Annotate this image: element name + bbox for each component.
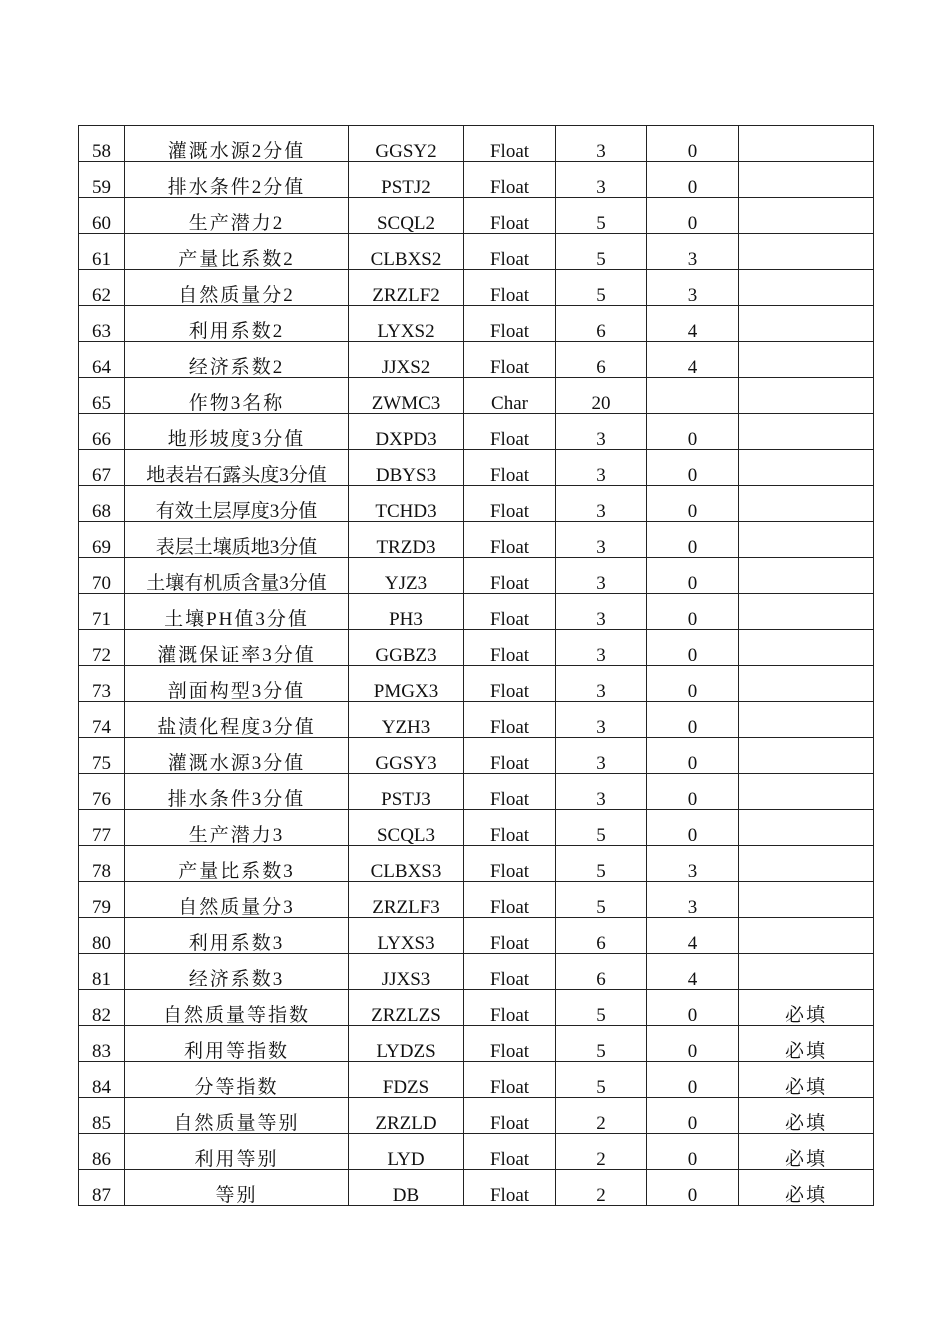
field-length-cell: 5 bbox=[556, 882, 647, 918]
field-decimal-cell: 0 bbox=[647, 1098, 739, 1134]
row-number-cell: 85 bbox=[79, 1098, 125, 1134]
field-code-cell: GGSY3 bbox=[349, 738, 464, 774]
row-number-cell: 71 bbox=[79, 594, 125, 630]
field-name-cell: 土壤PH值3分值 bbox=[125, 594, 349, 630]
field-decimal-cell: 0 bbox=[647, 126, 739, 162]
field-name-cell: 经济系数3 bbox=[125, 954, 349, 990]
field-type-cell: Float bbox=[464, 990, 556, 1026]
field-name-cell: 地表岩石露头度3分值 bbox=[125, 450, 349, 486]
row-number-cell: 86 bbox=[79, 1134, 125, 1170]
field-type-cell: Float bbox=[464, 558, 556, 594]
field-name-cell: 利用系数3 bbox=[125, 918, 349, 954]
field-code-cell: GGSY2 bbox=[349, 126, 464, 162]
field-type-cell: Float bbox=[464, 774, 556, 810]
field-code-cell: FDZS bbox=[349, 1062, 464, 1098]
row-number-cell: 63 bbox=[79, 306, 125, 342]
field-name-cell: 产量比系数3 bbox=[125, 846, 349, 882]
field-decimal-cell: 3 bbox=[647, 846, 739, 882]
field-decimal-cell: 0 bbox=[647, 450, 739, 486]
field-note-cell bbox=[739, 594, 874, 630]
field-decimal-cell: 0 bbox=[647, 630, 739, 666]
field-code-cell: SCQL3 bbox=[349, 810, 464, 846]
table-row bbox=[79, 1170, 874, 1206]
field-note-cell bbox=[739, 846, 874, 882]
table-row bbox=[79, 198, 874, 234]
field-code-cell: CLBXS2 bbox=[349, 234, 464, 270]
table-body bbox=[79, 126, 874, 1206]
table-row bbox=[79, 918, 874, 954]
field-note-cell bbox=[739, 198, 874, 234]
field-decimal-cell: 0 bbox=[647, 522, 739, 558]
field-code-cell: DXPD3 bbox=[349, 414, 464, 450]
field-note-cell bbox=[739, 450, 874, 486]
field-type-cell: Float bbox=[464, 810, 556, 846]
field-code-cell: ZRZLF3 bbox=[349, 882, 464, 918]
table-row bbox=[79, 954, 874, 990]
field-type-cell: Float bbox=[464, 882, 556, 918]
field-type-cell: Float bbox=[464, 450, 556, 486]
field-decimal-cell: 0 bbox=[647, 702, 739, 738]
row-number-cell: 75 bbox=[79, 738, 125, 774]
table-row bbox=[79, 162, 874, 198]
field-length-cell: 2 bbox=[556, 1170, 647, 1206]
field-decimal-cell: 0 bbox=[647, 198, 739, 234]
field-type-cell: Float bbox=[464, 1026, 556, 1062]
field-code-cell: ZRZLD bbox=[349, 1098, 464, 1134]
field-type-cell: Float bbox=[464, 666, 556, 702]
field-name-cell: 地形坡度3分值 bbox=[125, 414, 349, 450]
field-type-cell: Float bbox=[464, 270, 556, 306]
field-code-cell: YZH3 bbox=[349, 702, 464, 738]
field-name-cell: 有效土层厚度3分值 bbox=[125, 486, 349, 522]
field-type-cell: Char bbox=[464, 378, 556, 414]
table-row bbox=[79, 270, 874, 306]
field-length-cell: 3 bbox=[556, 558, 647, 594]
field-note-cell bbox=[739, 558, 874, 594]
table-row bbox=[79, 486, 874, 522]
field-note-cell bbox=[739, 234, 874, 270]
field-code-cell: ZWMC3 bbox=[349, 378, 464, 414]
field-length-cell: 6 bbox=[556, 306, 647, 342]
field-decimal-cell: 4 bbox=[647, 342, 739, 378]
field-type-cell: Float bbox=[464, 630, 556, 666]
field-name-cell: 生产潜力3 bbox=[125, 810, 349, 846]
field-note-cell bbox=[739, 918, 874, 954]
field-note-cell: 必填 bbox=[739, 1170, 874, 1206]
field-decimal-cell: 3 bbox=[647, 882, 739, 918]
field-type-cell: Float bbox=[464, 342, 556, 378]
field-length-cell: 3 bbox=[556, 414, 647, 450]
field-type-cell: Float bbox=[464, 234, 556, 270]
table-row bbox=[79, 1098, 874, 1134]
field-length-cell: 5 bbox=[556, 1062, 647, 1098]
field-decimal-cell: 4 bbox=[647, 918, 739, 954]
row-number-cell: 87 bbox=[79, 1170, 125, 1206]
field-note-cell bbox=[739, 126, 874, 162]
field-type-cell: Float bbox=[464, 486, 556, 522]
field-name-cell: 表层土壤质地3分值 bbox=[125, 522, 349, 558]
field-note-cell: 必填 bbox=[739, 1062, 874, 1098]
table-row bbox=[79, 522, 874, 558]
field-decimal-cell: 0 bbox=[647, 666, 739, 702]
table-row bbox=[79, 810, 874, 846]
field-name-cell: 利用等指数 bbox=[125, 1026, 349, 1062]
row-number-cell: 81 bbox=[79, 954, 125, 990]
row-number-cell: 69 bbox=[79, 522, 125, 558]
field-length-cell: 2 bbox=[556, 1134, 647, 1170]
field-decimal-cell: 4 bbox=[647, 306, 739, 342]
field-name-cell: 作物3名称 bbox=[125, 378, 349, 414]
field-length-cell: 6 bbox=[556, 918, 647, 954]
table-row bbox=[79, 702, 874, 738]
field-name-cell: 排水条件3分值 bbox=[125, 774, 349, 810]
table-row bbox=[79, 414, 874, 450]
field-definition-table bbox=[78, 125, 874, 1206]
field-code-cell: PSTJ3 bbox=[349, 774, 464, 810]
field-name-cell: 灌溉水源2分值 bbox=[125, 126, 349, 162]
field-code-cell: ZRZLF2 bbox=[349, 270, 464, 306]
field-decimal-cell: 3 bbox=[647, 270, 739, 306]
field-note-cell bbox=[739, 342, 874, 378]
field-code-cell: LYD bbox=[349, 1134, 464, 1170]
field-note-cell bbox=[739, 486, 874, 522]
field-length-cell: 6 bbox=[556, 342, 647, 378]
field-length-cell: 5 bbox=[556, 810, 647, 846]
field-length-cell: 5 bbox=[556, 846, 647, 882]
row-number-cell: 77 bbox=[79, 810, 125, 846]
field-decimal-cell: 0 bbox=[647, 738, 739, 774]
table-row bbox=[79, 342, 874, 378]
field-length-cell: 5 bbox=[556, 990, 647, 1026]
row-number-cell: 73 bbox=[79, 666, 125, 702]
field-note-cell bbox=[739, 522, 874, 558]
field-name-cell: 自然质量等指数 bbox=[125, 990, 349, 1026]
row-number-cell: 68 bbox=[79, 486, 125, 522]
table-row bbox=[79, 630, 874, 666]
field-code-cell: TCHD3 bbox=[349, 486, 464, 522]
table-row bbox=[79, 666, 874, 702]
field-length-cell: 20 bbox=[556, 378, 647, 414]
field-note-cell bbox=[739, 666, 874, 702]
field-type-cell: Float bbox=[464, 846, 556, 882]
row-number-cell: 64 bbox=[79, 342, 125, 378]
field-type-cell: Float bbox=[464, 162, 556, 198]
row-number-cell: 76 bbox=[79, 774, 125, 810]
table-row bbox=[79, 450, 874, 486]
field-name-cell: 排水条件2分值 bbox=[125, 162, 349, 198]
field-decimal-cell: 0 bbox=[647, 1026, 739, 1062]
table-row bbox=[79, 1134, 874, 1170]
field-name-cell: 剖面构型3分值 bbox=[125, 666, 349, 702]
field-note-cell: 必填 bbox=[739, 1098, 874, 1134]
field-length-cell: 3 bbox=[556, 702, 647, 738]
row-number-cell: 80 bbox=[79, 918, 125, 954]
row-number-cell: 59 bbox=[79, 162, 125, 198]
field-code-cell: PSTJ2 bbox=[349, 162, 464, 198]
field-note-cell bbox=[739, 630, 874, 666]
field-decimal-cell bbox=[647, 378, 739, 414]
field-type-cell: Float bbox=[464, 702, 556, 738]
field-length-cell: 3 bbox=[556, 594, 647, 630]
field-decimal-cell: 0 bbox=[647, 594, 739, 630]
field-length-cell: 3 bbox=[556, 630, 647, 666]
field-code-cell: DBYS3 bbox=[349, 450, 464, 486]
field-code-cell: LYXS2 bbox=[349, 306, 464, 342]
field-code-cell: TRZD3 bbox=[349, 522, 464, 558]
field-note-cell bbox=[739, 162, 874, 198]
field-code-cell: JJXS2 bbox=[349, 342, 464, 378]
table-row bbox=[79, 774, 874, 810]
table-row bbox=[79, 594, 874, 630]
field-length-cell: 3 bbox=[556, 126, 647, 162]
field-type-cell: Float bbox=[464, 918, 556, 954]
field-note-cell bbox=[739, 702, 874, 738]
row-number-cell: 58 bbox=[79, 126, 125, 162]
table-row bbox=[79, 378, 874, 414]
field-note-cell bbox=[739, 954, 874, 990]
field-decimal-cell: 0 bbox=[647, 1170, 739, 1206]
field-length-cell: 3 bbox=[556, 774, 647, 810]
row-number-cell: 82 bbox=[79, 990, 125, 1026]
field-name-cell: 自然质量分2 bbox=[125, 270, 349, 306]
row-number-cell: 67 bbox=[79, 450, 125, 486]
field-length-cell: 3 bbox=[556, 522, 647, 558]
table-row bbox=[79, 882, 874, 918]
field-length-cell: 3 bbox=[556, 486, 647, 522]
field-name-cell: 土壤有机质含量3分值 bbox=[125, 558, 349, 594]
field-code-cell: ZRZLZS bbox=[349, 990, 464, 1026]
field-note-cell: 必填 bbox=[739, 1026, 874, 1062]
field-type-cell: Float bbox=[464, 1098, 556, 1134]
field-name-cell: 盐渍化程度3分值 bbox=[125, 702, 349, 738]
table-row bbox=[79, 1026, 874, 1062]
field-type-cell: Float bbox=[464, 126, 556, 162]
field-type-cell: Float bbox=[464, 1062, 556, 1098]
field-name-cell: 等别 bbox=[125, 1170, 349, 1206]
row-number-cell: 83 bbox=[79, 1026, 125, 1062]
field-type-cell: Float bbox=[464, 1134, 556, 1170]
field-note-cell bbox=[739, 882, 874, 918]
field-note-cell bbox=[739, 810, 874, 846]
field-decimal-cell: 0 bbox=[647, 810, 739, 846]
table-row bbox=[79, 234, 874, 270]
field-decimal-cell: 0 bbox=[647, 414, 739, 450]
row-number-cell: 61 bbox=[79, 234, 125, 270]
field-type-cell: Float bbox=[464, 198, 556, 234]
field-decimal-cell: 0 bbox=[647, 990, 739, 1026]
field-code-cell: GGBZ3 bbox=[349, 630, 464, 666]
field-name-cell: 产量比系数2 bbox=[125, 234, 349, 270]
field-name-cell: 生产潜力2 bbox=[125, 198, 349, 234]
row-number-cell: 72 bbox=[79, 630, 125, 666]
field-name-cell: 分等指数 bbox=[125, 1062, 349, 1098]
field-type-cell: Float bbox=[464, 522, 556, 558]
field-length-cell: 3 bbox=[556, 738, 647, 774]
field-type-cell: Float bbox=[464, 306, 556, 342]
field-code-cell: SCQL2 bbox=[349, 198, 464, 234]
field-name-cell: 自然质量等别 bbox=[125, 1098, 349, 1134]
field-length-cell: 5 bbox=[556, 1026, 647, 1062]
field-note-cell: 必填 bbox=[739, 1134, 874, 1170]
field-name-cell: 利用系数2 bbox=[125, 306, 349, 342]
table-row bbox=[79, 846, 874, 882]
field-length-cell: 3 bbox=[556, 450, 647, 486]
table-row bbox=[79, 1062, 874, 1098]
field-code-cell: DB bbox=[349, 1170, 464, 1206]
row-number-cell: 66 bbox=[79, 414, 125, 450]
field-length-cell: 5 bbox=[556, 234, 647, 270]
row-number-cell: 84 bbox=[79, 1062, 125, 1098]
row-number-cell: 79 bbox=[79, 882, 125, 918]
field-type-cell: Float bbox=[464, 414, 556, 450]
field-name-cell: 灌溉保证率3分值 bbox=[125, 630, 349, 666]
field-code-cell: YJZ3 bbox=[349, 558, 464, 594]
field-note-cell bbox=[739, 738, 874, 774]
field-code-cell: PMGX3 bbox=[349, 666, 464, 702]
field-decimal-cell: 0 bbox=[647, 486, 739, 522]
field-name-cell: 经济系数2 bbox=[125, 342, 349, 378]
row-number-cell: 65 bbox=[79, 378, 125, 414]
field-length-cell: 5 bbox=[556, 270, 647, 306]
table-row bbox=[79, 738, 874, 774]
field-decimal-cell: 4 bbox=[647, 954, 739, 990]
row-number-cell: 60 bbox=[79, 198, 125, 234]
field-code-cell: LYDZS bbox=[349, 1026, 464, 1062]
field-length-cell: 3 bbox=[556, 162, 647, 198]
field-length-cell: 3 bbox=[556, 666, 647, 702]
table-row bbox=[79, 990, 874, 1026]
field-name-cell: 灌溉水源3分值 bbox=[125, 738, 349, 774]
field-code-cell: JJXS3 bbox=[349, 954, 464, 990]
field-length-cell: 5 bbox=[556, 198, 647, 234]
field-type-cell: Float bbox=[464, 594, 556, 630]
row-number-cell: 70 bbox=[79, 558, 125, 594]
field-code-cell: CLBXS3 bbox=[349, 846, 464, 882]
field-note-cell bbox=[739, 414, 874, 450]
field-code-cell: LYXS3 bbox=[349, 918, 464, 954]
field-decimal-cell: 3 bbox=[647, 234, 739, 270]
field-length-cell: 6 bbox=[556, 954, 647, 990]
field-code-cell: PH3 bbox=[349, 594, 464, 630]
field-note-cell bbox=[739, 270, 874, 306]
field-decimal-cell: 0 bbox=[647, 1134, 739, 1170]
field-type-cell: Float bbox=[464, 1170, 556, 1206]
field-note-cell bbox=[739, 378, 874, 414]
field-type-cell: Float bbox=[464, 738, 556, 774]
field-note-cell bbox=[739, 774, 874, 810]
field-name-cell: 利用等别 bbox=[125, 1134, 349, 1170]
field-decimal-cell: 0 bbox=[647, 774, 739, 810]
field-decimal-cell: 0 bbox=[647, 162, 739, 198]
field-note-cell: 必填 bbox=[739, 990, 874, 1026]
table-row bbox=[79, 126, 874, 162]
row-number-cell: 62 bbox=[79, 270, 125, 306]
field-decimal-cell: 0 bbox=[647, 558, 739, 594]
row-number-cell: 74 bbox=[79, 702, 125, 738]
row-number-cell: 78 bbox=[79, 846, 125, 882]
field-length-cell: 2 bbox=[556, 1098, 647, 1134]
field-name-cell: 自然质量分3 bbox=[125, 882, 349, 918]
table-row bbox=[79, 306, 874, 342]
field-decimal-cell: 0 bbox=[647, 1062, 739, 1098]
field-type-cell: Float bbox=[464, 954, 556, 990]
field-note-cell bbox=[739, 306, 874, 342]
table-row bbox=[79, 558, 874, 594]
